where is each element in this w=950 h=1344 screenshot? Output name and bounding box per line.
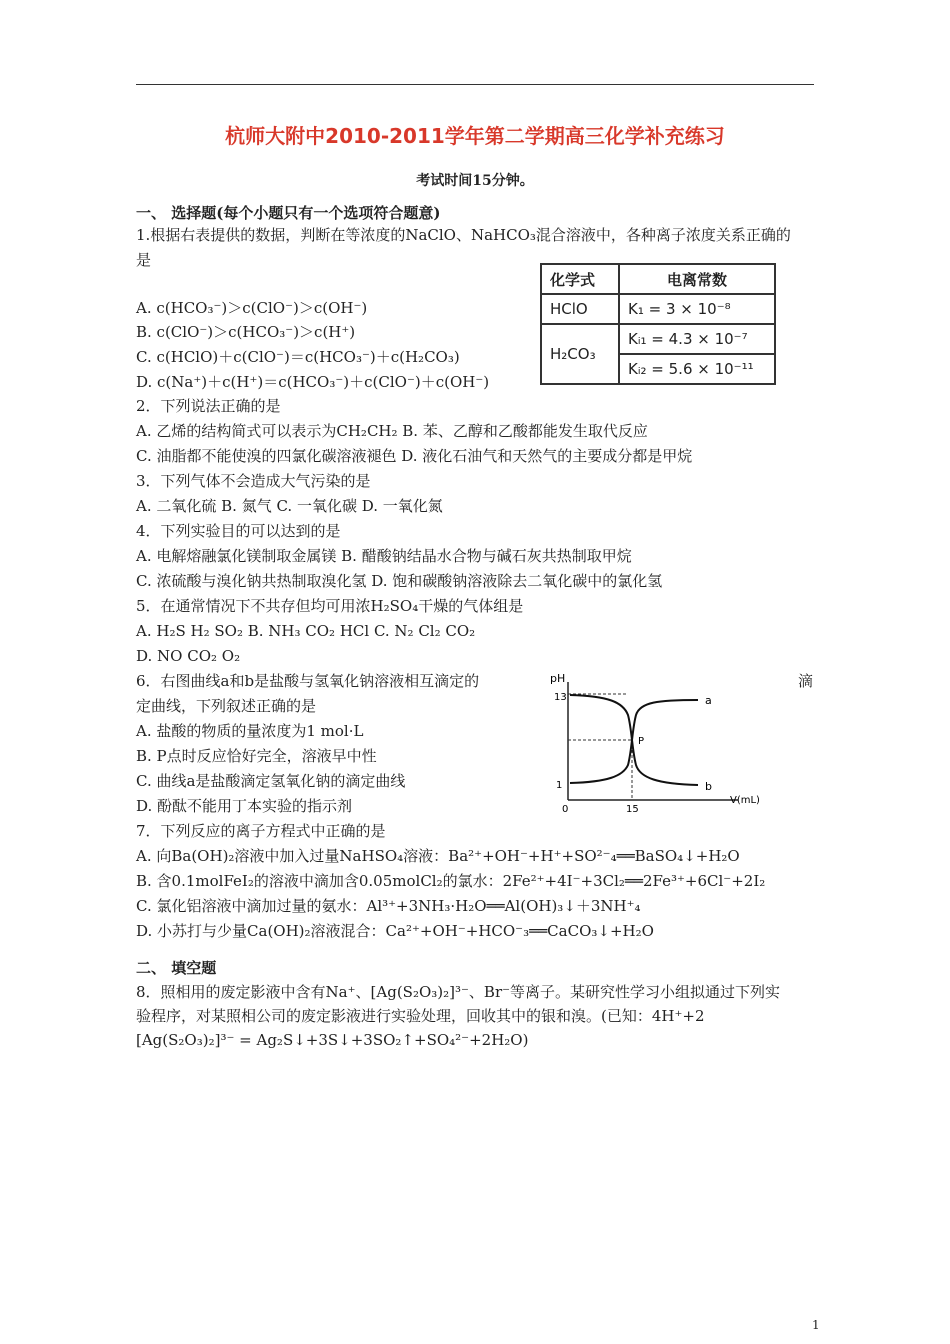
point-p-label: P (638, 736, 645, 747)
q8-line-2: 验程序，对某照相公司的废定影液进行实验处理，回收其中的银和溴。(已知：4H⁺+2 (136, 1007, 705, 1025)
q7-option-a: A. 向Ba(OH)₂溶液中加入过量NaHSO₄溶液：Ba²⁺+OH⁻+H⁺+SO²⁻₄══BaSO₄↓+H₂O (136, 847, 740, 865)
y-axis-label: pH (550, 672, 566, 685)
q1-option-a: A. c(HCO₃⁻)＞c(ClO⁻)＞c(OH⁻) (136, 299, 368, 317)
q7-stem: 7．下列反应的离子方程式中正确的是 (136, 822, 386, 840)
table-cell-h2co3-k1: Kᵢ₁ = 4.3 × 10⁻⁷ (619, 324, 775, 354)
page-title: 杭师大附中2010-2011学年第二学期高三化学补充练习 (225, 124, 725, 148)
q3-stem: 3．下列气体不会造成大气污染的是 (136, 472, 371, 490)
q2-options-cd: C. 油脂都不能使溴的四氯化碳溶液褪色 D. 液化石油气和天然气的主要成分都是甲烷 (136, 447, 693, 465)
exam-time: 考试时间15分钟。 (416, 173, 534, 189)
q5-stem: 5．在通常情况下不共存但均可用浓H₂SO₄干燥的气体组是 (136, 597, 524, 615)
table-cell-hclo: HClO (541, 294, 619, 324)
table-cell-h2co3: H₂CO₃ (541, 324, 619, 384)
q1-option-d: D. c(Na⁺)＋c(H⁺)＝c(HCO₃⁻)＋c(ClO⁻)＋c(OH⁻) (136, 373, 490, 391)
q5-options-abc: A. H₂S H₂ SO₂ B. NH₃ CO₂ HCl C. N₂ Cl₂ CO₂ (136, 622, 476, 640)
header-rule (136, 84, 814, 85)
q3-options: A. 二氧化硫 B. 氮气 C. 一氧化碳 D. 一氧化氮 (136, 497, 443, 515)
x-tick-zero: 0 (562, 804, 569, 815)
section-fill-heading: 二、 填空题 (136, 959, 217, 977)
q8-line-3: [Ag(S₂O₃)₂]³⁻ = Ag₂S↓+3S↓+3SO₂↑+SO₄²⁻+2H₂O) (136, 1031, 529, 1049)
q6-stem: 6．右图曲线a和b是盐酸与氢氧化钠溶液相互滴定的 (136, 672, 480, 690)
q7-option-d: D. 小苏打与少量Ca(OH)₂溶液混合：Ca²⁺+OH⁻+HCO⁻₃══CaCO₃↓+H₂O (136, 922, 654, 940)
y-tick-bottom: 1 (556, 780, 563, 791)
q1-stem-cont: 是 (136, 251, 152, 269)
q4-options-cd: C. 浓硫酸与溴化钠共热制取溴化氢 D. 饱和碳酸钠溶液除去二氧化碳中的氯化氢 (136, 572, 663, 590)
table-header-formula: 化学式 (541, 264, 619, 294)
q2-stem: 2．下列说法正确的是 (136, 397, 281, 415)
titration-curve-figure (548, 670, 778, 818)
q8-line-1: 8．照相用的废定影液中含有Na⁺、[Ag(S₂O₃)₂]³⁻、Br⁻等离子。某研究性学习小组拟通过下列实 (136, 983, 781, 1001)
q6-option-a: A. 盐酸的物质的量浓度为1 mol·L (136, 722, 364, 740)
q1-option-c: C. c(HClO)＋c(ClO⁻)＝c(HCO₃⁻)＋c(H₂CO₃) (136, 348, 460, 366)
q1-stem: 1.根据右表提供的数据，判断在等浓度的NaClO、NaHCO₃混合溶液中，各种离子浓度关系正确的 (136, 226, 791, 244)
ionization-constant-table (540, 263, 776, 385)
page-number: 1 (812, 1318, 820, 1332)
y-tick-top: 13 (554, 692, 567, 703)
table-header-constant: 电离常数 (619, 264, 775, 294)
q6-stem-cont: 定曲线，下列叙述正确的是 (136, 697, 317, 715)
curve-b-label: b (705, 780, 712, 793)
x-axis-label: V(mL) (730, 795, 760, 806)
table-cell-h2co3-k2: Kᵢ₂ = 5.6 × 10⁻¹¹ (619, 354, 775, 384)
q2-options-ab: A. 乙烯的结构简式可以表示为CH₂CH₂ B. 苯、乙醇和乙酸都能发生取代反应 (136, 422, 648, 440)
q7-option-b: B. 含0.1molFeI₂的溶液中滴加含0.05molCl₂的氯水：2Fe²⁺+4I⁻+3Cl₂══2Fe³⁺+6Cl⁻+2I₂ (136, 872, 766, 890)
curve-a-label: a (705, 694, 712, 707)
q6-option-d: D. 酚酞不能用丁本实验的指示剂 (136, 797, 353, 815)
x-tick-15: 15 (626, 804, 639, 815)
q1-option-b: B. c(ClO⁻)＞c(HCO₃⁻)＞c(H⁺) (136, 323, 356, 341)
table-cell-hclo-k: K₁ = 3 × 10⁻⁸ (619, 294, 775, 324)
q6-stem-end: 滴 (798, 672, 814, 690)
q5-option-d: D. NO CO₂ O₂ (136, 647, 241, 665)
q6-option-c: C. 曲线a是盐酸滴定氢氧化钠的滴定曲线 (136, 772, 406, 790)
q4-stem: 4．下列实验目的可以达到的是 (136, 522, 341, 540)
q7-option-c: C. 氯化铝溶液中滴加过量的氨水：Al³⁺+3NH₃·H₂O══Al(OH)₃↓＋3NH⁺₄ (136, 897, 641, 915)
q6-option-b: B. P点时反应恰好完全，溶液早中性 (136, 747, 377, 765)
q4-options-ab: A. 电解熔融氯化镁制取金属镁 B. 醋酸钠结晶水合物与碱石灰共热制取甲烷 (136, 547, 632, 565)
curve-a (570, 700, 698, 783)
section-choice-heading: 一、 选择题(每个小题只有一个选项符合题意) (136, 204, 441, 222)
